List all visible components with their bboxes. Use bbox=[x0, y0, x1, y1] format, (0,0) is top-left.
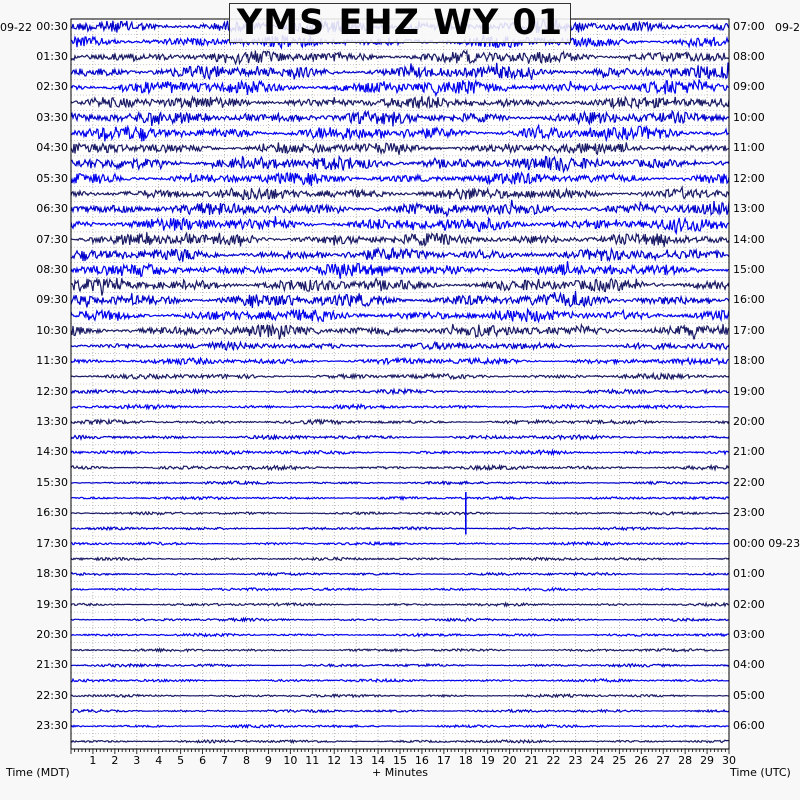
left-time-label: 06:30 bbox=[36, 202, 68, 216]
left-time-label: 00:30 bbox=[36, 19, 68, 33]
right-time-label: 01:00 bbox=[733, 567, 765, 581]
right-time-label: 04:00 bbox=[733, 658, 765, 672]
start-date-right: 09-2 bbox=[775, 21, 800, 34]
left-time-label: 22:30 bbox=[36, 688, 68, 702]
left-time-label: 11:30 bbox=[36, 354, 68, 368]
x-tick-label: 25 bbox=[612, 754, 627, 767]
left-time-label: 13:30 bbox=[36, 415, 68, 429]
right-time-label: 12:00 bbox=[733, 171, 765, 185]
x-tick-label: 10 bbox=[283, 754, 298, 767]
x-tick-label: 9 bbox=[264, 754, 272, 767]
right-time-label: 20:00 bbox=[733, 415, 765, 429]
left-time-label: 03:30 bbox=[36, 110, 68, 124]
x-axis-title: + Minutes bbox=[372, 766, 429, 779]
x-tick-label: 7 bbox=[221, 754, 229, 767]
x-tick-label: 8 bbox=[242, 754, 250, 767]
x-tick-label: 11 bbox=[305, 754, 320, 767]
left-axis-title: Time (MDT) bbox=[6, 766, 70, 779]
x-tick-label: 22 bbox=[546, 754, 561, 767]
x-tick-label: 26 bbox=[634, 754, 649, 767]
left-time-label: 08:30 bbox=[36, 262, 68, 276]
left-time-label: 15:30 bbox=[36, 475, 68, 489]
right-time-label: 22:00 bbox=[733, 475, 765, 489]
left-time-label: 20:30 bbox=[36, 627, 68, 641]
right-time-label: 08:00 bbox=[733, 50, 765, 64]
x-tick-label: 4 bbox=[155, 754, 163, 767]
right-time-label: 09:00 bbox=[733, 80, 765, 94]
right-time-label: 05:00 bbox=[733, 688, 765, 702]
right-time-label: 13:00 bbox=[733, 202, 765, 216]
right-time-label: 19:00 bbox=[733, 384, 765, 398]
right-time-label: 17:00 bbox=[733, 323, 765, 337]
left-time-label: 14:30 bbox=[36, 445, 68, 459]
right-time-label: 03:00 bbox=[733, 627, 765, 641]
left-time-label: 01:30 bbox=[36, 50, 68, 64]
start-date-left: 09-22 bbox=[0, 21, 32, 34]
right-time-label: 00:00 09-23 bbox=[733, 536, 800, 550]
x-tick-label: 18 bbox=[458, 754, 473, 767]
x-tick-label: 29 bbox=[700, 754, 715, 767]
x-tick-label: 27 bbox=[656, 754, 671, 767]
x-tick-label: 14 bbox=[371, 754, 386, 767]
right-time-label: 15:00 bbox=[733, 262, 765, 276]
x-tick-label: 2 bbox=[111, 754, 119, 767]
x-tick-label: 16 bbox=[414, 754, 429, 767]
x-tick-label: 17 bbox=[436, 754, 451, 767]
x-tick-label: 12 bbox=[327, 754, 342, 767]
x-tick-label: 21 bbox=[524, 754, 539, 767]
left-time-label: 21:30 bbox=[36, 658, 68, 672]
x-tick-label: 6 bbox=[199, 754, 207, 767]
x-tick-label: 30 bbox=[722, 754, 736, 767]
right-time-label: 14:00 bbox=[733, 232, 765, 246]
x-tick-label: 15 bbox=[393, 754, 407, 767]
left-time-label: 17:30 bbox=[36, 536, 68, 550]
right-time-label: 23:00 bbox=[733, 506, 765, 520]
right-time-label: 07:00 bbox=[733, 19, 765, 33]
x-tick-label: 28 bbox=[678, 754, 693, 767]
right-time-label: 10:00 bbox=[733, 110, 765, 124]
left-time-label: 02:30 bbox=[36, 80, 68, 94]
right-time-label: 02:00 bbox=[733, 597, 765, 611]
right-time-label: 16:00 bbox=[733, 293, 765, 307]
right-time-label: 18:00 bbox=[733, 354, 765, 368]
x-tick-label: 19 bbox=[480, 754, 495, 767]
right-time-label: 11:00 bbox=[733, 141, 765, 155]
plot-background bbox=[71, 19, 729, 749]
left-time-label: 05:30 bbox=[36, 171, 68, 185]
left-time-label: 12:30 bbox=[36, 384, 68, 398]
right-time-label: 21:00 bbox=[733, 445, 765, 459]
left-time-label: 10:30 bbox=[36, 323, 68, 337]
x-tick-label: 1 bbox=[89, 754, 97, 767]
x-tick-label: 23 bbox=[568, 754, 583, 767]
x-tick-label: 3 bbox=[133, 754, 141, 767]
right-axis-title: Time (UTC) bbox=[730, 766, 791, 779]
x-tick-label: 20 bbox=[502, 754, 517, 767]
left-time-label: 16:30 bbox=[36, 506, 68, 520]
left-time-label: 18:30 bbox=[36, 567, 68, 581]
x-tick-label: 13 bbox=[349, 754, 364, 767]
chart-title: YMS EHZ WY 01 bbox=[229, 3, 571, 43]
x-tick-label: 24 bbox=[590, 754, 605, 767]
left-time-label: 23:30 bbox=[36, 719, 68, 733]
left-time-label: 09:30 bbox=[36, 293, 68, 307]
right-time-label: 06:00 bbox=[733, 719, 765, 733]
left-time-label: 07:30 bbox=[36, 232, 68, 246]
x-tick-label: 5 bbox=[177, 754, 185, 767]
left-time-label: 19:30 bbox=[36, 597, 68, 611]
left-time-label: 04:30 bbox=[36, 141, 68, 155]
